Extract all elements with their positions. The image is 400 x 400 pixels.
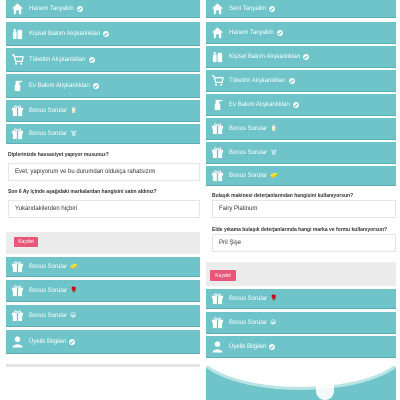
form-footer (206, 262, 396, 286)
menu-item-label: Tüketim Alışkanlıkları (229, 77, 286, 84)
menu-item-kisisel-bakim[interactable] (206, 46, 396, 68)
menu-item-bonus-sorular-3[interactable] (6, 257, 200, 277)
question-label: Bulaşık makinesi deterjanlarından hangisini kullanıyorsun? (212, 193, 354, 199)
sponge-emoji: 🧽 (70, 264, 78, 270)
menu-item-bonus-sorular-5[interactable] (206, 312, 396, 334)
shirt-emoji: 👕 (270, 150, 278, 156)
question-label: Diplerinizde hassasiyet yapıyor musunuz? (8, 152, 109, 158)
menu-item-label: Bonus Sorular (229, 319, 268, 326)
question-form (6, 145, 200, 235)
menu-item-tuketim[interactable] (206, 70, 396, 92)
menu-item-label: Hanem Tanyalim (229, 29, 274, 36)
user-icon (10, 335, 24, 349)
home-icon (210, 26, 224, 40)
check-icon (277, 30, 283, 36)
menu-item-bonus-sorular-2[interactable] (206, 142, 396, 164)
check-icon (103, 31, 109, 37)
home-icon (10, 2, 24, 16)
save-button[interactable]: Kaydet (210, 270, 236, 281)
menu-item-label: Ev Bakım Alışkanlıkları (229, 101, 291, 108)
menu-item-hanem-tanyalim[interactable] (206, 22, 396, 44)
question-label: Son 6 Ay içinde aşağıdaki markalardan hangisini satın aldınız? (8, 189, 157, 195)
milk-emoji: 🥛 (70, 108, 78, 114)
check-icon (293, 102, 299, 108)
menu-item-bonus-sorular-2[interactable] (6, 124, 200, 144)
menu-item-ev-bakim[interactable] (6, 74, 200, 98)
cart-icon (210, 74, 224, 88)
menu-item-label: Bonus Sorular (29, 130, 68, 137)
shirt-emoji: 👕 (70, 131, 78, 137)
cart-icon (10, 53, 24, 67)
menu-item-label: Üyelik Bilgileri (229, 343, 267, 350)
milk-emoji: 🥛 (270, 126, 278, 132)
user-icon (210, 340, 224, 354)
gift-icon (10, 104, 24, 118)
gift-icon (210, 122, 224, 136)
menu-item-label: Bonus Sorular (229, 149, 268, 156)
answer-field[interactable]: Pril Şişe (212, 234, 396, 252)
personal-care-icon (210, 50, 224, 64)
menu-item-bonus-sorular-5[interactable] (6, 305, 200, 327)
menu-item-label: Hanem Tanyalim (29, 5, 74, 12)
home-icon (210, 2, 224, 16)
right-panel (206, 0, 396, 400)
gift-icon (10, 309, 24, 323)
menu-item-kisisel-bakim[interactable] (6, 22, 200, 46)
check-icon (289, 78, 295, 84)
menu-item-label: Ev Bakım Alışkanlıkları (29, 82, 91, 89)
menu-item-label: Bonus Sorular (229, 125, 268, 132)
spray-bottle-icon (210, 98, 224, 112)
question-form (206, 187, 396, 262)
menu-item-hanem-tanyalim[interactable] (6, 0, 200, 18)
gift-icon (210, 169, 224, 183)
menu-item-label: Kişisel Bakım Alışkanlıkları (229, 53, 301, 60)
panel-bottom-edge (6, 364, 200, 367)
check-icon (69, 339, 75, 345)
menu-item-bonus-sorular-3[interactable] (206, 166, 396, 186)
gift-icon (210, 146, 224, 160)
menu-item-label: Üyelik Bilgileri (29, 338, 67, 345)
menu-item-bonus-sorular-1[interactable] (6, 100, 200, 122)
menu-item-label: Bonus Sorular (29, 107, 68, 114)
menu-item-uyelik-bilgileri[interactable] (6, 330, 200, 354)
footer-decoration (206, 366, 396, 400)
check-icon (269, 6, 275, 12)
menu-item-seni-tanyalim[interactable] (206, 0, 396, 18)
question-label: Elde yıkama bulaşık deterjanlarında hangi marka ve formu kullanıyorsun? (212, 227, 388, 233)
menu-item-label: Bonus Sorular (229, 295, 268, 302)
gift-icon (10, 284, 24, 298)
menu-item-bonus-sorular-1[interactable] (206, 118, 396, 140)
menu-item-label: Bonus Sorular (29, 263, 68, 270)
rose-emoji: 🌹 (270, 296, 278, 302)
check-icon (303, 54, 309, 60)
rose-emoji: 🌹 (70, 288, 78, 294)
grin-emoji: 😁 (70, 313, 77, 319)
left-panel (6, 0, 200, 372)
answer-field[interactable]: Fairy Platinum (212, 200, 396, 218)
spray-bottle-icon (10, 79, 24, 93)
menu-item-bonus-sorular-4[interactable] (6, 280, 200, 302)
menu-item-label: Bonus Sorular (29, 312, 68, 319)
save-button[interactable]: Kaydet (14, 237, 38, 247)
menu-item-uyelik-bilgileri[interactable] (206, 336, 396, 358)
menu-item-label: Bonus Sorular (229, 172, 268, 179)
check-icon (93, 83, 99, 89)
check-icon (89, 57, 95, 63)
sponge-emoji: 🧽 (270, 173, 278, 179)
menu-item-label: Bonus Sorular (29, 287, 68, 294)
gift-icon (10, 127, 24, 141)
gift-icon (210, 292, 224, 306)
menu-item-label: Kişisel Bakım Alışkanlıkları (29, 30, 101, 37)
grin-emoji: 😁 (270, 320, 277, 326)
gift-icon (10, 260, 24, 274)
check-icon (269, 344, 275, 350)
form-footer (6, 232, 200, 254)
answer-field[interactable]: Yukarıdakilerden hiçbiri (8, 200, 200, 218)
menu-item-tuketim[interactable] (6, 48, 200, 72)
check-icon (77, 6, 83, 12)
gift-icon (210, 316, 224, 330)
menu-item-label: Seni Tanyalim (229, 5, 267, 12)
menu-item-ev-bakim[interactable] (206, 94, 396, 116)
menu-item-label: Tüketim Alışkanlıkları (29, 56, 86, 63)
personal-care-icon (10, 27, 24, 41)
menu-item-bonus-sorular-4[interactable] (206, 289, 396, 309)
answer-field[interactable]: Evet, yapıyorum ve bu durumdan oldukça rahatsızım (8, 163, 200, 181)
